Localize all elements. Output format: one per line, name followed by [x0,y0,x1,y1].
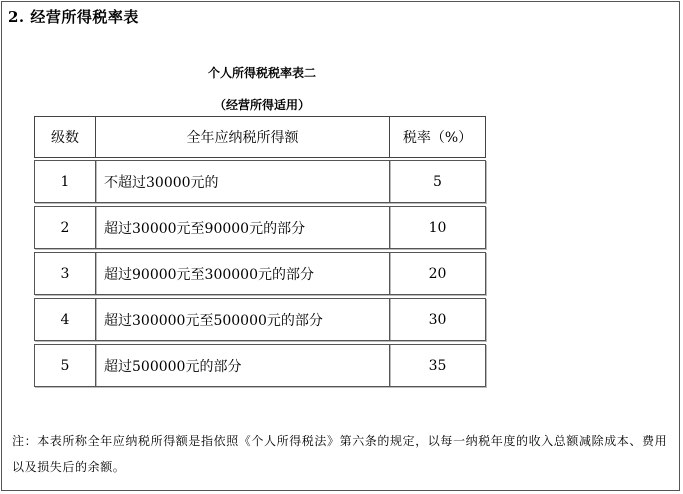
section-title: 2. 经营所得税率表 [8,8,139,26]
level-cell: 2 [34,206,96,249]
table-row [34,298,486,341]
footnote: 注：本表所称全年应纳税所得额是指依照《个人所得税法》第六条的规定，以每一纳税年度的收入总额减除成本、费用以及损失后的余额。 [12,434,668,474]
header-tax-rate: 税率（%） [389,116,486,158]
table-row [34,160,486,203]
range-cell: 不超过30000元的 [95,160,390,203]
table-subtitle: （经营所得适用） [213,98,310,112]
rate-cell: 5 [389,160,486,203]
range-cell: 超过500000元的部分 [95,344,390,387]
rate-cell: 20 [389,252,486,295]
header-level: 级数 [34,116,96,158]
level-cell: 1 [34,160,96,203]
table-row [34,252,486,295]
range-cell: 超过30000元至90000元的部分 [95,206,390,249]
level-cell: 5 [34,344,96,387]
rate-cell: 10 [389,206,486,249]
rate-cell: 30 [389,298,486,341]
rate-cell: 35 [389,344,486,387]
table-row [34,344,486,387]
level-cell: 4 [34,298,96,341]
level-cell: 3 [34,252,96,295]
table-title: 个人所得税税率表二 [207,66,316,80]
range-cell: 超过300000元至500000元的部分 [95,298,390,341]
header-income-range: 全年应纳税所得额 [95,116,390,158]
range-cell: 超过90000元至300000元的部分 [95,252,390,295]
table-row [34,206,486,249]
table-header-row [34,116,486,158]
